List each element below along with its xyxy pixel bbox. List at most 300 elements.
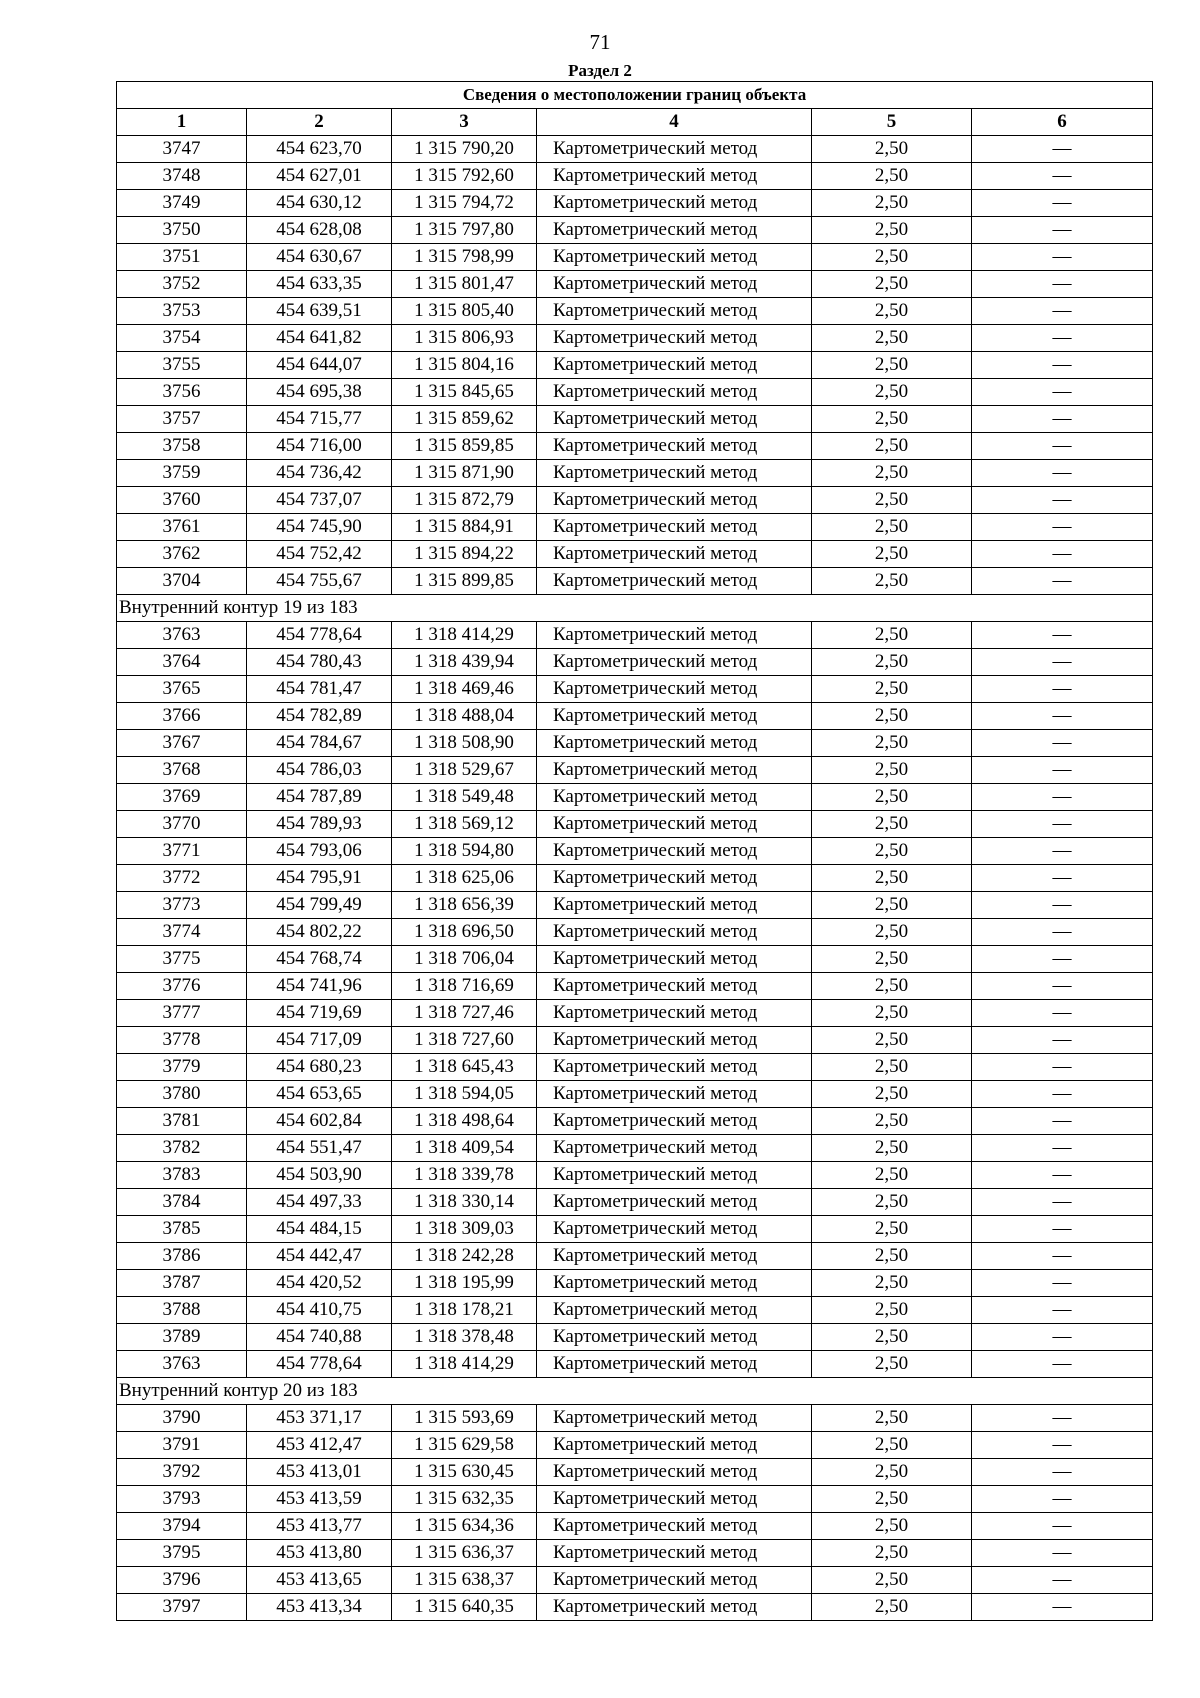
method-cell: Картометрический метод [537,271,812,298]
accuracy-cell: 2,50 [812,649,972,676]
method-cell: Картометрический метод [537,460,812,487]
table-row [117,406,1153,433]
accuracy-cell: 2,50 [812,1594,972,1621]
point-number-cell: 3776 [117,973,247,1000]
method-cell: Картометрический метод [537,838,812,865]
coord-x-cell: 454 795,91 [247,865,392,892]
point-number-cell: 3755 [117,352,247,379]
accuracy-cell: 2,50 [812,379,972,406]
coord-y-cell: 1 315 636,37 [392,1540,537,1567]
description-cell: — [972,1162,1153,1189]
point-number-cell: 3765 [117,676,247,703]
accuracy-cell: 2,50 [812,406,972,433]
coord-x-cell: 453 412,47 [247,1432,392,1459]
table-row [117,1351,1153,1378]
coord-y-cell: 1 318 309,03 [392,1216,537,1243]
point-number-cell: 3768 [117,757,247,784]
point-number-cell: 3791 [117,1432,247,1459]
description-cell: — [972,406,1153,433]
coord-y-cell: 1 318 488,04 [392,703,537,730]
accuracy-cell: 2,50 [812,1567,972,1594]
coord-x-cell: 454 780,43 [247,649,392,676]
coord-x-cell: 454 740,88 [247,1324,392,1351]
point-number-cell: 3783 [117,1162,247,1189]
description-cell: — [972,919,1153,946]
coord-y-cell: 1 318 498,64 [392,1108,537,1135]
accuracy-cell: 2,50 [812,271,972,298]
coord-x-cell: 454 741,96 [247,973,392,1000]
description-cell: — [972,784,1153,811]
coord-y-cell: 1 315 792,60 [392,163,537,190]
table-row [117,1324,1153,1351]
coord-y-cell: 1 315 634,36 [392,1513,537,1540]
coord-x-cell: 454 784,67 [247,730,392,757]
table-row [117,514,1153,541]
accuracy-cell: 2,50 [812,946,972,973]
description-cell: — [972,676,1153,703]
accuracy-cell: 2,50 [812,1297,972,1324]
description-cell: — [972,946,1153,973]
accuracy-cell: 2,50 [812,757,972,784]
table-row [117,190,1153,217]
column-header: 3 [392,109,537,136]
accuracy-cell: 2,50 [812,514,972,541]
coord-x-cell: 454 623,70 [247,136,392,163]
point-number-cell: 3772 [117,865,247,892]
description-cell: — [972,1135,1153,1162]
coord-y-cell: 1 315 593,69 [392,1405,537,1432]
method-cell: Картометрический метод [537,244,812,271]
coord-x-cell: 454 695,38 [247,379,392,406]
table-row [117,379,1153,406]
description-cell: — [972,1297,1153,1324]
coord-x-cell: 454 768,74 [247,946,392,973]
coord-y-cell: 1 315 859,62 [392,406,537,433]
point-number-cell: 3764 [117,649,247,676]
method-cell: Картометрический метод [537,1243,812,1270]
accuracy-cell: 2,50 [812,973,972,1000]
coord-y-cell: 1 318 569,12 [392,811,537,838]
accuracy-cell: 2,50 [812,163,972,190]
coord-y-cell: 1 318 195,99 [392,1270,537,1297]
coord-y-cell: 1 315 794,72 [392,190,537,217]
coord-x-cell: 454 737,07 [247,487,392,514]
coord-y-cell: 1 318 594,05 [392,1081,537,1108]
table-row [117,892,1153,919]
coord-y-cell: 1 318 727,46 [392,1000,537,1027]
point-number-cell: 3785 [117,1216,247,1243]
table-row [117,757,1153,784]
coord-x-cell: 454 630,67 [247,244,392,271]
point-number-cell: 3751 [117,244,247,271]
method-cell: Картометрический метод [537,1351,812,1378]
point-number-cell: 3796 [117,1567,247,1594]
method-cell: Картометрический метод [537,757,812,784]
accuracy-cell: 2,50 [812,1486,972,1513]
table-row [117,1081,1153,1108]
method-cell: Картометрический метод [537,811,812,838]
column-header: 4 [537,109,812,136]
coord-y-cell: 1 318 529,67 [392,757,537,784]
accuracy-cell: 2,50 [812,1324,972,1351]
point-number-cell: 3787 [117,1270,247,1297]
method-cell: Картометрический метод [537,1162,812,1189]
description-cell: — [972,757,1153,784]
point-number-cell: 3792 [117,1459,247,1486]
coord-y-cell: 1 315 629,58 [392,1432,537,1459]
coord-x-cell: 453 413,65 [247,1567,392,1594]
coord-y-cell: 1 318 339,78 [392,1162,537,1189]
description-cell: — [972,1405,1153,1432]
description-cell: — [972,433,1153,460]
accuracy-cell: 2,50 [812,784,972,811]
coord-y-cell: 1 315 884,91 [392,514,537,541]
method-cell: Картометрический метод [537,1027,812,1054]
description-cell: — [972,1270,1153,1297]
point-number-cell: 3761 [117,514,247,541]
coord-y-cell: 1 315 872,79 [392,487,537,514]
coord-x-cell: 454 755,67 [247,568,392,595]
table-body [117,136,1153,1621]
accuracy-cell: 2,50 [812,325,972,352]
coord-x-cell: 454 715,77 [247,406,392,433]
description-cell: — [972,217,1153,244]
coord-x-cell: 454 653,65 [247,1081,392,1108]
coord-y-cell: 1 318 625,06 [392,865,537,892]
point-number-cell: 3797 [117,1594,247,1621]
boundary-table [116,81,1153,1621]
coord-x-cell: 454 484,15 [247,1216,392,1243]
coord-y-cell: 1 318 178,21 [392,1297,537,1324]
method-cell: Картометрический метод [537,649,812,676]
method-cell: Картометрический метод [537,1135,812,1162]
table-row [117,298,1153,325]
contour-label: Внутренний контур 19 из 183 [117,595,1153,622]
point-number-cell: 3763 [117,622,247,649]
accuracy-cell: 2,50 [812,1135,972,1162]
table-row [117,1162,1153,1189]
table-row [117,460,1153,487]
coord-x-cell: 454 630,12 [247,190,392,217]
accuracy-cell: 2,50 [812,244,972,271]
point-number-cell: 3759 [117,460,247,487]
point-number-cell: 3786 [117,1243,247,1270]
description-cell: — [972,1513,1153,1540]
method-cell: Картометрический метод [537,1216,812,1243]
description-cell: — [972,271,1153,298]
method-cell: Картометрический метод [537,1540,812,1567]
table-row [117,838,1153,865]
accuracy-cell: 2,50 [812,1243,972,1270]
point-number-cell: 3757 [117,406,247,433]
accuracy-cell: 2,50 [812,919,972,946]
description-cell: — [972,892,1153,919]
description-cell: — [972,1594,1153,1621]
point-number-cell: 3750 [117,217,247,244]
point-number-cell: 3754 [117,325,247,352]
description-cell: — [972,622,1153,649]
table-row [117,649,1153,676]
point-number-cell: 3793 [117,1486,247,1513]
method-cell: Картометрический метод [537,1405,812,1432]
column-header: 2 [247,109,392,136]
description-cell: — [972,1567,1153,1594]
coord-y-cell: 1 315 638,37 [392,1567,537,1594]
point-number-cell: 3779 [117,1054,247,1081]
method-cell: Картометрический метод [537,487,812,514]
method-cell: Картометрический метод [537,730,812,757]
coord-y-cell: 1 315 632,35 [392,1486,537,1513]
description-cell: — [972,460,1153,487]
method-cell: Картометрический метод [537,163,812,190]
table-row [117,217,1153,244]
coord-y-cell: 1 318 242,28 [392,1243,537,1270]
coord-x-cell: 454 639,51 [247,298,392,325]
description-cell: — [972,487,1153,514]
point-number-cell: 3788 [117,1297,247,1324]
table-row [117,1567,1153,1594]
table-row [117,919,1153,946]
method-cell: Картометрический метод [537,217,812,244]
point-number-cell: 3753 [117,298,247,325]
method-cell: Картометрический метод [537,190,812,217]
point-number-cell: 3795 [117,1540,247,1567]
accuracy-cell: 2,50 [812,730,972,757]
point-number-cell: 3747 [117,136,247,163]
point-number-cell: 3762 [117,541,247,568]
table-row [117,973,1153,1000]
table-row [117,811,1153,838]
coord-y-cell: 1 318 696,50 [392,919,537,946]
point-number-cell: 3777 [117,1000,247,1027]
accuracy-cell: 2,50 [812,487,972,514]
coord-y-cell: 1 315 801,47 [392,271,537,298]
coord-x-cell: 454 410,75 [247,1297,392,1324]
method-cell: Картометрический метод [537,1432,812,1459]
contour-label: Внутренний контур 20 из 183 [117,1378,1153,1405]
table-row [117,136,1153,163]
point-number-cell: 3766 [117,703,247,730]
table-row [117,1405,1153,1432]
accuracy-cell: 2,50 [812,1054,972,1081]
coord-x-cell: 454 628,08 [247,217,392,244]
method-cell: Картометрический метод [537,1459,812,1486]
coord-y-cell: 1 318 656,39 [392,892,537,919]
table-row [117,703,1153,730]
description-cell: — [972,1189,1153,1216]
point-number-cell: 3790 [117,1405,247,1432]
coord-x-cell: 453 413,01 [247,1459,392,1486]
coord-x-cell: 454 442,47 [247,1243,392,1270]
table-row [117,1135,1153,1162]
accuracy-cell: 2,50 [812,190,972,217]
coord-y-cell: 1 315 804,16 [392,352,537,379]
table-row [117,271,1153,298]
coord-x-cell: 454 717,09 [247,1027,392,1054]
description-cell: — [972,190,1153,217]
coord-y-cell: 1 318 645,43 [392,1054,537,1081]
coord-x-cell: 454 719,69 [247,1000,392,1027]
accuracy-cell: 2,50 [812,460,972,487]
table-row [117,1054,1153,1081]
point-number-cell: 3756 [117,379,247,406]
description-cell: — [972,973,1153,1000]
method-cell: Картометрический метод [537,568,812,595]
coord-y-cell: 1 315 845,65 [392,379,537,406]
description-cell: — [972,136,1153,163]
accuracy-cell: 2,50 [812,1189,972,1216]
coord-x-cell: 454 420,52 [247,1270,392,1297]
column-header: 6 [972,109,1153,136]
method-cell: Картометрический метод [537,973,812,1000]
table-row [117,568,1153,595]
method-cell: Картометрический метод [537,514,812,541]
table-row [117,325,1153,352]
description-cell: — [972,1459,1153,1486]
accuracy-cell: 2,50 [812,433,972,460]
accuracy-cell: 2,50 [812,1459,972,1486]
point-number-cell: 3769 [117,784,247,811]
coord-x-cell: 453 413,80 [247,1540,392,1567]
coord-x-cell: 454 786,03 [247,757,392,784]
point-number-cell: 3749 [117,190,247,217]
description-cell: — [972,1054,1153,1081]
point-number-cell: 3782 [117,1135,247,1162]
table-row [117,1000,1153,1027]
coord-y-cell: 1 315 859,85 [392,433,537,460]
description-cell: — [972,1108,1153,1135]
coord-x-cell: 454 778,64 [247,622,392,649]
table-row [117,1513,1153,1540]
table-row [117,541,1153,568]
accuracy-cell: 2,50 [812,1162,972,1189]
point-number-cell: 3771 [117,838,247,865]
description-cell: — [972,838,1153,865]
method-cell: Картометрический метод [537,1513,812,1540]
table-row [117,865,1153,892]
table-row [117,1270,1153,1297]
point-number-cell: 3773 [117,892,247,919]
point-number-cell: 3760 [117,487,247,514]
method-cell: Картометрический метод [537,352,812,379]
coord-x-cell: 453 413,34 [247,1594,392,1621]
description-cell: — [972,1243,1153,1270]
method-cell: Картометрический метод [537,892,812,919]
accuracy-cell: 2,50 [812,1270,972,1297]
accuracy-cell: 2,50 [812,352,972,379]
coord-x-cell: 454 503,90 [247,1162,392,1189]
coord-x-cell: 454 680,23 [247,1054,392,1081]
accuracy-cell: 2,50 [812,1000,972,1027]
table-row [117,1189,1153,1216]
coord-y-cell: 1 318 330,14 [392,1189,537,1216]
accuracy-cell: 2,50 [812,541,972,568]
coord-x-cell: 454 752,42 [247,541,392,568]
accuracy-cell: 2,50 [812,1513,972,1540]
method-cell: Картометрический метод [537,406,812,433]
description-cell: — [972,1027,1153,1054]
coord-y-cell: 1 315 806,93 [392,325,537,352]
point-number-cell: 3704 [117,568,247,595]
coord-y-cell: 1 318 706,04 [392,946,537,973]
description-cell: — [972,1324,1153,1351]
description-cell: — [972,352,1153,379]
method-cell: Картометрический метод [537,1108,812,1135]
coord-x-cell: 454 793,06 [247,838,392,865]
method-cell: Картометрический метод [537,1000,812,1027]
coord-y-cell: 1 318 414,29 [392,622,537,649]
coord-x-cell: 454 781,47 [247,676,392,703]
accuracy-cell: 2,50 [812,811,972,838]
coord-y-cell: 1 318 414,29 [392,1351,537,1378]
contour-row [117,1378,1153,1405]
coord-y-cell: 1 318 716,69 [392,973,537,1000]
coord-y-cell: 1 318 549,48 [392,784,537,811]
method-cell: Картометрический метод [537,919,812,946]
method-cell: Картометрический метод [537,379,812,406]
accuracy-cell: 2,50 [812,1216,972,1243]
point-number-cell: 3748 [117,163,247,190]
description-cell: — [972,1432,1153,1459]
point-number-cell: 3784 [117,1189,247,1216]
description-cell: — [972,1000,1153,1027]
accuracy-cell: 2,50 [812,298,972,325]
table-row [117,1486,1153,1513]
coord-x-cell: 454 602,84 [247,1108,392,1135]
coord-x-cell: 454 627,01 [247,163,392,190]
coord-y-cell: 1 318 469,46 [392,676,537,703]
page-number: 71 [589,30,611,54]
coord-x-cell: 453 371,17 [247,1405,392,1432]
coord-y-cell: 1 315 871,90 [392,460,537,487]
description-cell: — [972,1351,1153,1378]
coord-x-cell: 454 716,00 [247,433,392,460]
accuracy-cell: 2,50 [812,217,972,244]
method-cell: Картометрический метод [537,1270,812,1297]
method-cell: Картометрический метод [537,1594,812,1621]
method-cell: Картометрический метод [537,622,812,649]
accuracy-cell: 2,50 [812,136,972,163]
method-cell: Картометрический метод [537,298,812,325]
method-cell: Картометрический метод [537,1054,812,1081]
table-row [117,946,1153,973]
description-cell: — [972,1216,1153,1243]
table-row [117,1108,1153,1135]
table-row [117,1216,1153,1243]
coord-y-cell: 1 315 630,45 [392,1459,537,1486]
coord-x-cell: 454 736,42 [247,460,392,487]
description-cell: — [972,379,1153,406]
method-cell: Картометрический метод [537,433,812,460]
accuracy-cell: 2,50 [812,865,972,892]
coord-x-cell: 454 778,64 [247,1351,392,1378]
coord-y-cell: 1 315 805,40 [392,298,537,325]
description-cell: — [972,730,1153,757]
table-row [117,487,1153,514]
point-number-cell: 3763 [117,1351,247,1378]
accuracy-cell: 2,50 [812,622,972,649]
coord-x-cell: 453 413,59 [247,1486,392,1513]
point-number-cell: 3794 [117,1513,247,1540]
point-number-cell: 3781 [117,1108,247,1135]
description-cell: — [972,649,1153,676]
coord-y-cell: 1 315 798,99 [392,244,537,271]
table-row [117,1027,1153,1054]
table-row [117,352,1153,379]
table-row [117,244,1153,271]
coord-x-cell: 454 497,33 [247,1189,392,1216]
description-cell: — [972,568,1153,595]
